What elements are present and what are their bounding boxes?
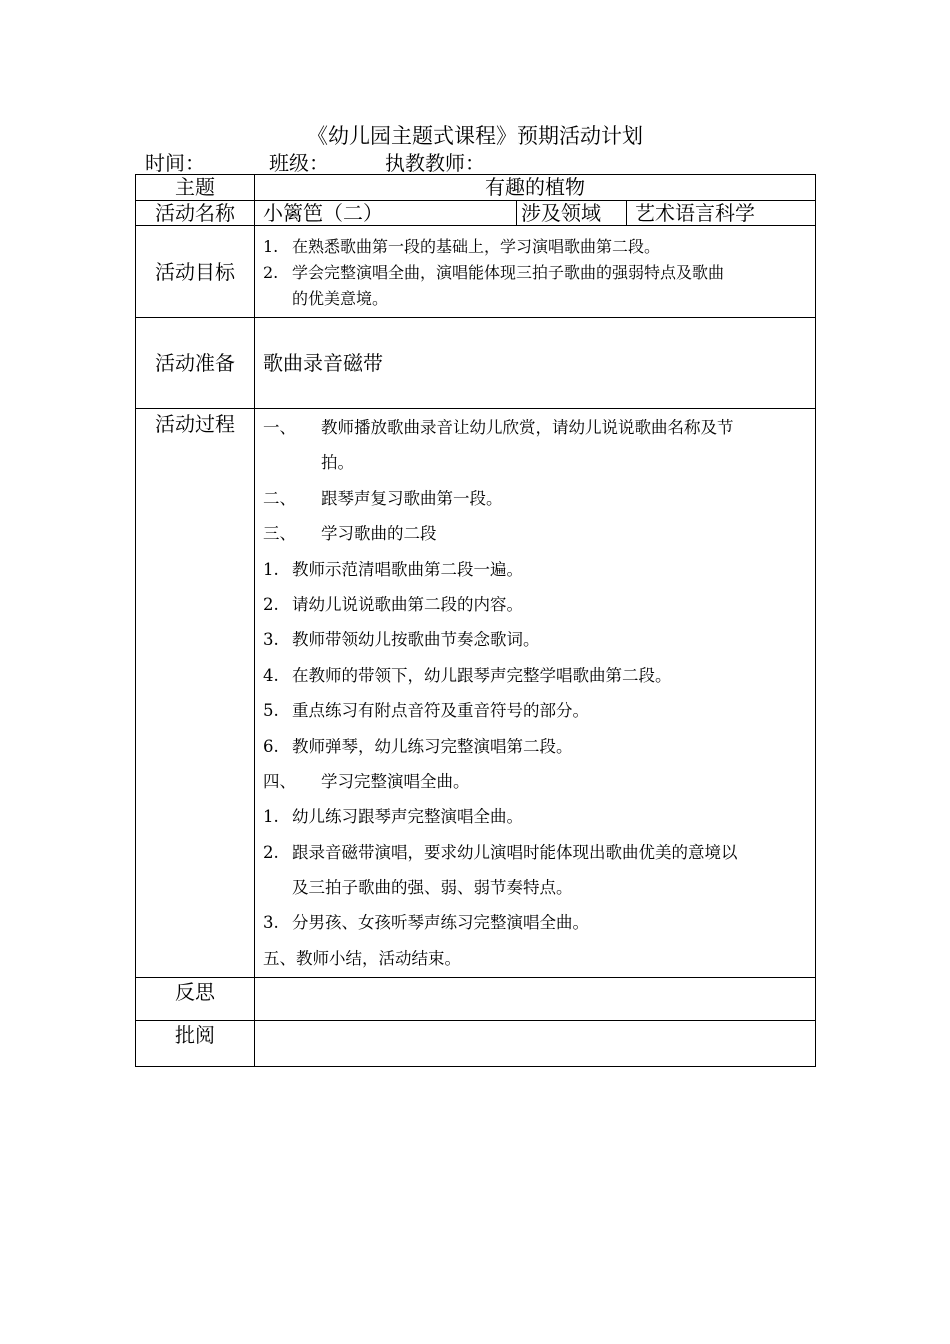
process-row: [136, 409, 816, 978]
step-text: 教师播放歌曲录音让幼儿欣赏，请幼儿说说歌曲名称及节: [321, 418, 734, 437]
process-substep: [263, 729, 807, 764]
substep-text: 教师带领幼儿按歌曲节奏念歌词。: [292, 630, 540, 650]
step-text-continued: 拍。: [321, 453, 354, 473]
goal-number: 2.: [263, 263, 279, 282]
process-substep: [263, 587, 807, 622]
activity-plan-table: [135, 174, 816, 1067]
substep-number: 1.: [263, 807, 279, 827]
process-substep-continued: [263, 870, 807, 905]
goal-text-continued: 的优美意境。: [292, 289, 389, 308]
field-value: 艺术语言科学: [627, 201, 816, 226]
process-substep: [263, 835, 807, 870]
step-text: 学习完整演唱全曲。: [321, 771, 470, 791]
page-title: 《幼儿园主题式课程》预期活动计划: [307, 124, 643, 148]
teacher-label: 执教教师：: [385, 151, 485, 175]
process-substep: [263, 799, 807, 834]
substep-text: 请幼儿说说歌曲第二段的内容。: [292, 594, 523, 614]
time-label: 时间：: [145, 151, 205, 175]
substep-text: 幼儿练习跟琴声完整演唱全曲。: [292, 807, 523, 827]
goal-item-continued: [263, 286, 807, 312]
step-number: 三、: [263, 524, 296, 544]
substep-number: 6.: [263, 736, 279, 756]
goal-row: [136, 226, 816, 318]
substep-number: 3.: [263, 913, 279, 933]
meta-line: [145, 151, 485, 175]
process-step: [263, 481, 807, 516]
step-text: 跟琴声复习歌曲第一段。: [321, 488, 503, 508]
substep-text: 在教师的带领下，幼儿跟琴声完整学唱歌曲第二段。: [292, 665, 672, 685]
substep-text: 分男孩、女孩听琴声练习完整演唱全曲。: [292, 913, 589, 933]
prep-row: [136, 318, 816, 409]
step-number: 二、: [263, 488, 296, 508]
substep-number: 2.: [263, 842, 279, 862]
reflection-label: 反思: [136, 978, 255, 1021]
substep-text: 跟录音磁带演唱，要求幼儿演唱时能体现出歌曲优美的意境以: [292, 842, 738, 862]
process-substep: [263, 552, 807, 587]
review-label: 批阅: [136, 1021, 255, 1067]
step-text: 五、教师小结，活动结束。: [263, 948, 461, 968]
class-label: 班级：: [269, 151, 329, 175]
process-label: 活动过程: [136, 409, 255, 978]
substep-text: 教师示范清唱歌曲第二段一遍。: [292, 559, 523, 579]
review-row: [136, 1021, 816, 1067]
process-cell: [255, 409, 816, 978]
substep-number: 5.: [263, 701, 279, 721]
goal-number: 1.: [263, 237, 279, 256]
theme-row: [136, 175, 816, 201]
process-step: [263, 410, 807, 445]
process-substep: [263, 905, 807, 940]
substep-number: 3.: [263, 630, 279, 650]
process-step: [263, 941, 807, 976]
prep-value: 歌曲录音磁带: [255, 318, 816, 409]
reflection-row: [136, 978, 816, 1021]
goal-text: 在熟悉歌曲第一段的基础上，学习演唱歌曲第二段。: [292, 237, 661, 256]
theme-label: 主题: [136, 175, 255, 201]
field-label: 涉及领域: [517, 201, 627, 226]
substep-number: 2.: [263, 594, 279, 614]
reflection-value: [255, 978, 816, 1021]
substep-text-continued: 及三拍子歌曲的强、弱、弱节奏特点。: [292, 878, 573, 898]
step-text: 学习歌曲的二段: [321, 524, 437, 544]
process-substep: [263, 658, 807, 693]
process-step: [263, 764, 807, 799]
step-number: 一、: [263, 418, 296, 437]
review-value: [255, 1021, 816, 1067]
process-substep: [263, 622, 807, 657]
step-number: 四、: [263, 771, 296, 791]
substep-text: 教师弹琴，幼儿练习完整演唱第二段。: [292, 736, 573, 756]
process-substep: [263, 693, 807, 728]
goal-item: [263, 234, 807, 260]
substep-number: 4.: [263, 665, 279, 685]
theme-value: 有趣的植物: [255, 175, 816, 201]
goal-item: [263, 260, 807, 286]
substep-number: 1.: [263, 559, 279, 579]
activity-name-value: 小篱笆（二）: [255, 201, 517, 226]
activity-name-row: [136, 201, 816, 226]
process-step-continued: [263, 445, 807, 480]
activity-name-label: 活动名称: [136, 201, 255, 226]
substep-text: 重点练习有附点音符及重音符号的部分。: [292, 701, 589, 721]
process-step: [263, 516, 807, 551]
goal-cell: [255, 226, 816, 318]
goal-text: 学会完整演唱全曲，演唱能体现三拍子歌曲的强弱特点及歌曲: [292, 263, 725, 282]
prep-label: 活动准备: [136, 318, 255, 409]
goal-label: 活动目标: [136, 226, 255, 318]
